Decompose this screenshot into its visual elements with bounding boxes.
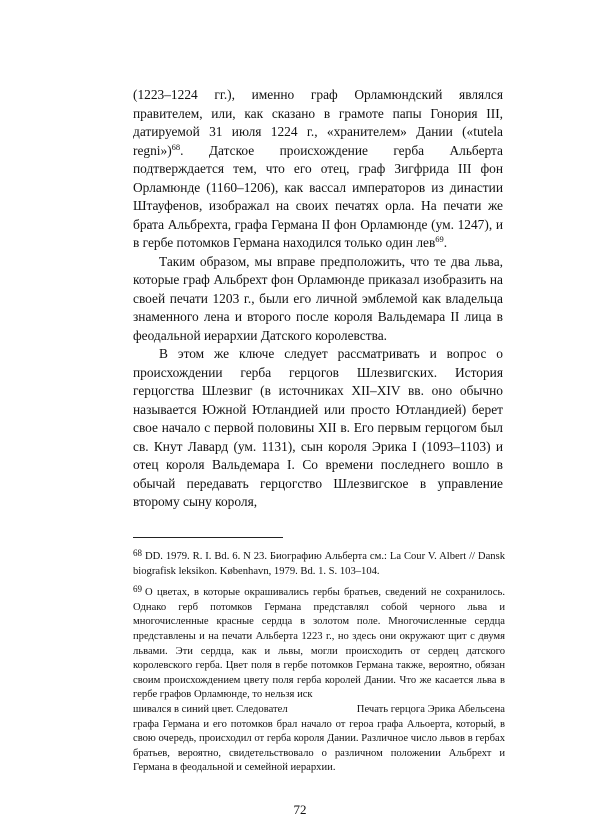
image-caption: Печать герцога Эрика Абельсена bbox=[356, 703, 505, 715]
paragraph-2: Таким образом, мы вправе предположить, что те два льва, которые граф Альбрехт фон Орламюнде приказал изобразить на своей печати 1203 г., были его личной эмблемой как владельца знаменного лена и второго после короля Вальдемара II лица в феодальной иерархии Датского королевства. bbox=[133, 253, 503, 343]
footnote-69-text: О цветах, в которые окрашивались гербы братьев, сведений не сохранилось. Однако герб потомков Германа представлял собой черного льва и многочисленные красные сердца в золотом поле. Многочисленные сердца представлены и на печати Альберта 1223 г., но здесь они окружают щит с двумя львами. Эти сердца, как и львы, могли происходить от сердец датского королевского герба. Цвет поля в гербе потомков Германа также, вероятно, обязан своим происхождением цвету поля герба королей Дании. Что же касается льва в гербе графов Орламюнде, то нельзя иск bbox=[133, 587, 505, 701]
footnote-69-end: графа Германа и его потомков брал начало от героа графа Альоерта, который, в свою очередь, происходил от герба короля Дании. Различное число львов в гербах братьев, вероятно, свидетельствовало о различном положении Альбрехт и Германа в феодальной и семейной иерархии. bbox=[133, 718, 505, 774]
footnote-ref-69[interactable]: 69 bbox=[435, 234, 444, 244]
footnote-68-number: 68 bbox=[133, 548, 142, 558]
paragraph-1-continued: . Датское происхождение герба Альберта подтверждается тем, что его отец, граф Зигфрида III фон Орламюнде (1160–1206), как вассал императоров из династии Штауфенов, изображал на своих печатях орла. На печати же брата Альбрехта, графа Германа II фон Орламюнде (ум. 1247), и в гербе потомков Германа находился только один лев bbox=[133, 142, 503, 250]
footnote-69-number: 69 bbox=[133, 584, 142, 595]
main-text bbox=[133, 86, 503, 512]
footnote-ref-68[interactable]: 68 bbox=[171, 141, 181, 152]
paragraph-1-text: (1223–1224 гг.), именно граф Орламюндский являлся правителем, или, как сказано в грамоте папы Гонория III, датируемой 31 июля 1224 г., «хранителем» Дании («tutela regni») bbox=[133, 87, 503, 158]
page-number: 72 bbox=[293, 802, 307, 817]
footnote-68 bbox=[133, 546, 505, 579]
paragraph-3: В этом же ключе следует рассматривать и вопрос о происхождении герба герцогов Шлезвигских. История герцогства Шлезвиг (в источниках XII–XIV вв. оно обычно называется Южной Ютландией или просто Ютландией) берет свое начало с первой половины XII в. Его первым герцогом был св. Кнут Лавард (ум. 1131), сын короля Эрика I (1093–1103) и отец короля Вальдемара I. Со времени последнего вошло в обычай передавать герцогство Шлезвигское в управление второму сыну короля, bbox=[133, 346, 503, 509]
footnotes bbox=[133, 546, 505, 776]
footnote-69 bbox=[133, 582, 505, 776]
footnote-69-cut-line: шивался в синий цвет. Следовател bbox=[133, 703, 288, 715]
paragraph-1 bbox=[133, 86, 503, 253]
paragraph-1-end: . bbox=[443, 235, 448, 250]
footnote-divider bbox=[133, 537, 283, 538]
caption-row bbox=[133, 703, 505, 718]
footnote-68-text: DD. 1979. R. I. Bd. 6. N 23. Биографию Альберта см.: La Cour V. Albert // Dansk biografisk leksikon. København, 1979. Bd. 1. S. 103–104. bbox=[133, 551, 505, 577]
